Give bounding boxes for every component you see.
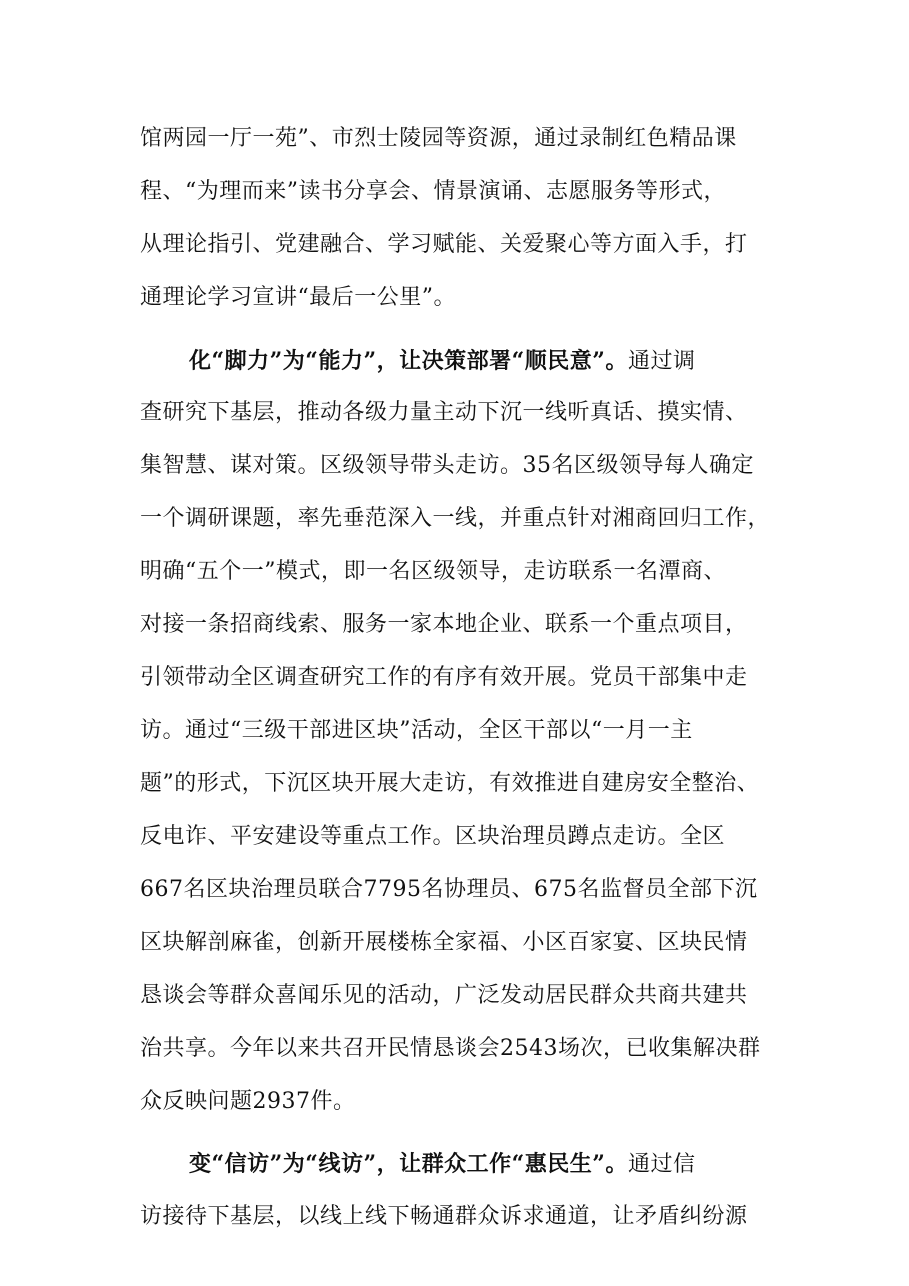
paragraph-line: 访接待下基层，以线上线下畅通群众诉求通道，让矛盾纠纷源 <box>140 1204 748 1229</box>
paragraph-first-line <box>189 1149 801 1180</box>
section-heading: 变“信访”为“线访”，让群众工作“惠民生”。 <box>189 1151 628 1177</box>
paragraph-first-line <box>189 346 801 377</box>
paragraph-line: 对接一条招商线索、服务一家本地企业、联系一个重点项目， <box>140 612 748 637</box>
paragraph-line: 查研究下基层，推动各级力量主动下沉一线听真话、摸实情、 <box>140 400 748 425</box>
paragraph-line: 一个调研课题，率先垂范深入一线，并重点针对湘商回归工作， <box>140 506 771 531</box>
paragraph-line: 馆两园一厅一苑”、市烈士陵园等资源，通过录制红色精品课 <box>140 126 737 151</box>
paragraph-line: 通理论学习宣讲“最后一公里”。 <box>140 285 456 310</box>
paragraph-line: 众反映问题2937件。 <box>140 1089 356 1114</box>
paragraph-line: 题”的形式，下沉区块开展大走访，有效推进自建房安全整治、 <box>140 771 760 796</box>
paragraph-line: 程、“为理而来”读书分享会、情景演诵、志愿服务等形式， <box>140 179 726 204</box>
paragraph-line: 从理论指引、党建融合、学习赋能、关爱聚心等方面入手，打 <box>140 232 748 257</box>
paragraph-line: 访。通过“三级干部进区块”活动，全区干部以“一月一主 <box>140 718 693 743</box>
paragraph-line: 集智慧、谋对策。区级领导带头走访。35名区级领导每人确定 <box>140 453 754 478</box>
paragraph-line: 恳谈会等群众喜闻乐见的活动，广泛发动居民群众共商共建共 <box>140 983 748 1008</box>
paragraph-line: 区块解剖麻雀，创新开展楼栋全家福、小区百家宴、区块民情 <box>140 930 748 955</box>
section-heading: 化“脚力”为“能力”，让决策部署“顺民意”。 <box>189 348 628 374</box>
paragraph-line: 治共享。今年以来共召开民情恳谈会2543场次，已收集解决群 <box>140 1036 761 1061</box>
paragraph-line: 引领带动全区调查研究工作的有序有效开展。党员干部集中走 <box>140 665 748 690</box>
paragraph-line: 反电诈、平安建设等重点工作。区块治理员蹲点走访。全区 <box>140 824 726 849</box>
paragraph-line: 明确“五个一”模式，即一名区级领导，走访联系一名潭商、 <box>140 559 726 584</box>
paragraph-text: 通过信 <box>627 1152 696 1177</box>
paragraph-text: 通过调 <box>627 349 696 374</box>
paragraph-line: 667名区块治理员联合7795名协理员、675名监督员全部下沉 <box>140 877 758 902</box>
